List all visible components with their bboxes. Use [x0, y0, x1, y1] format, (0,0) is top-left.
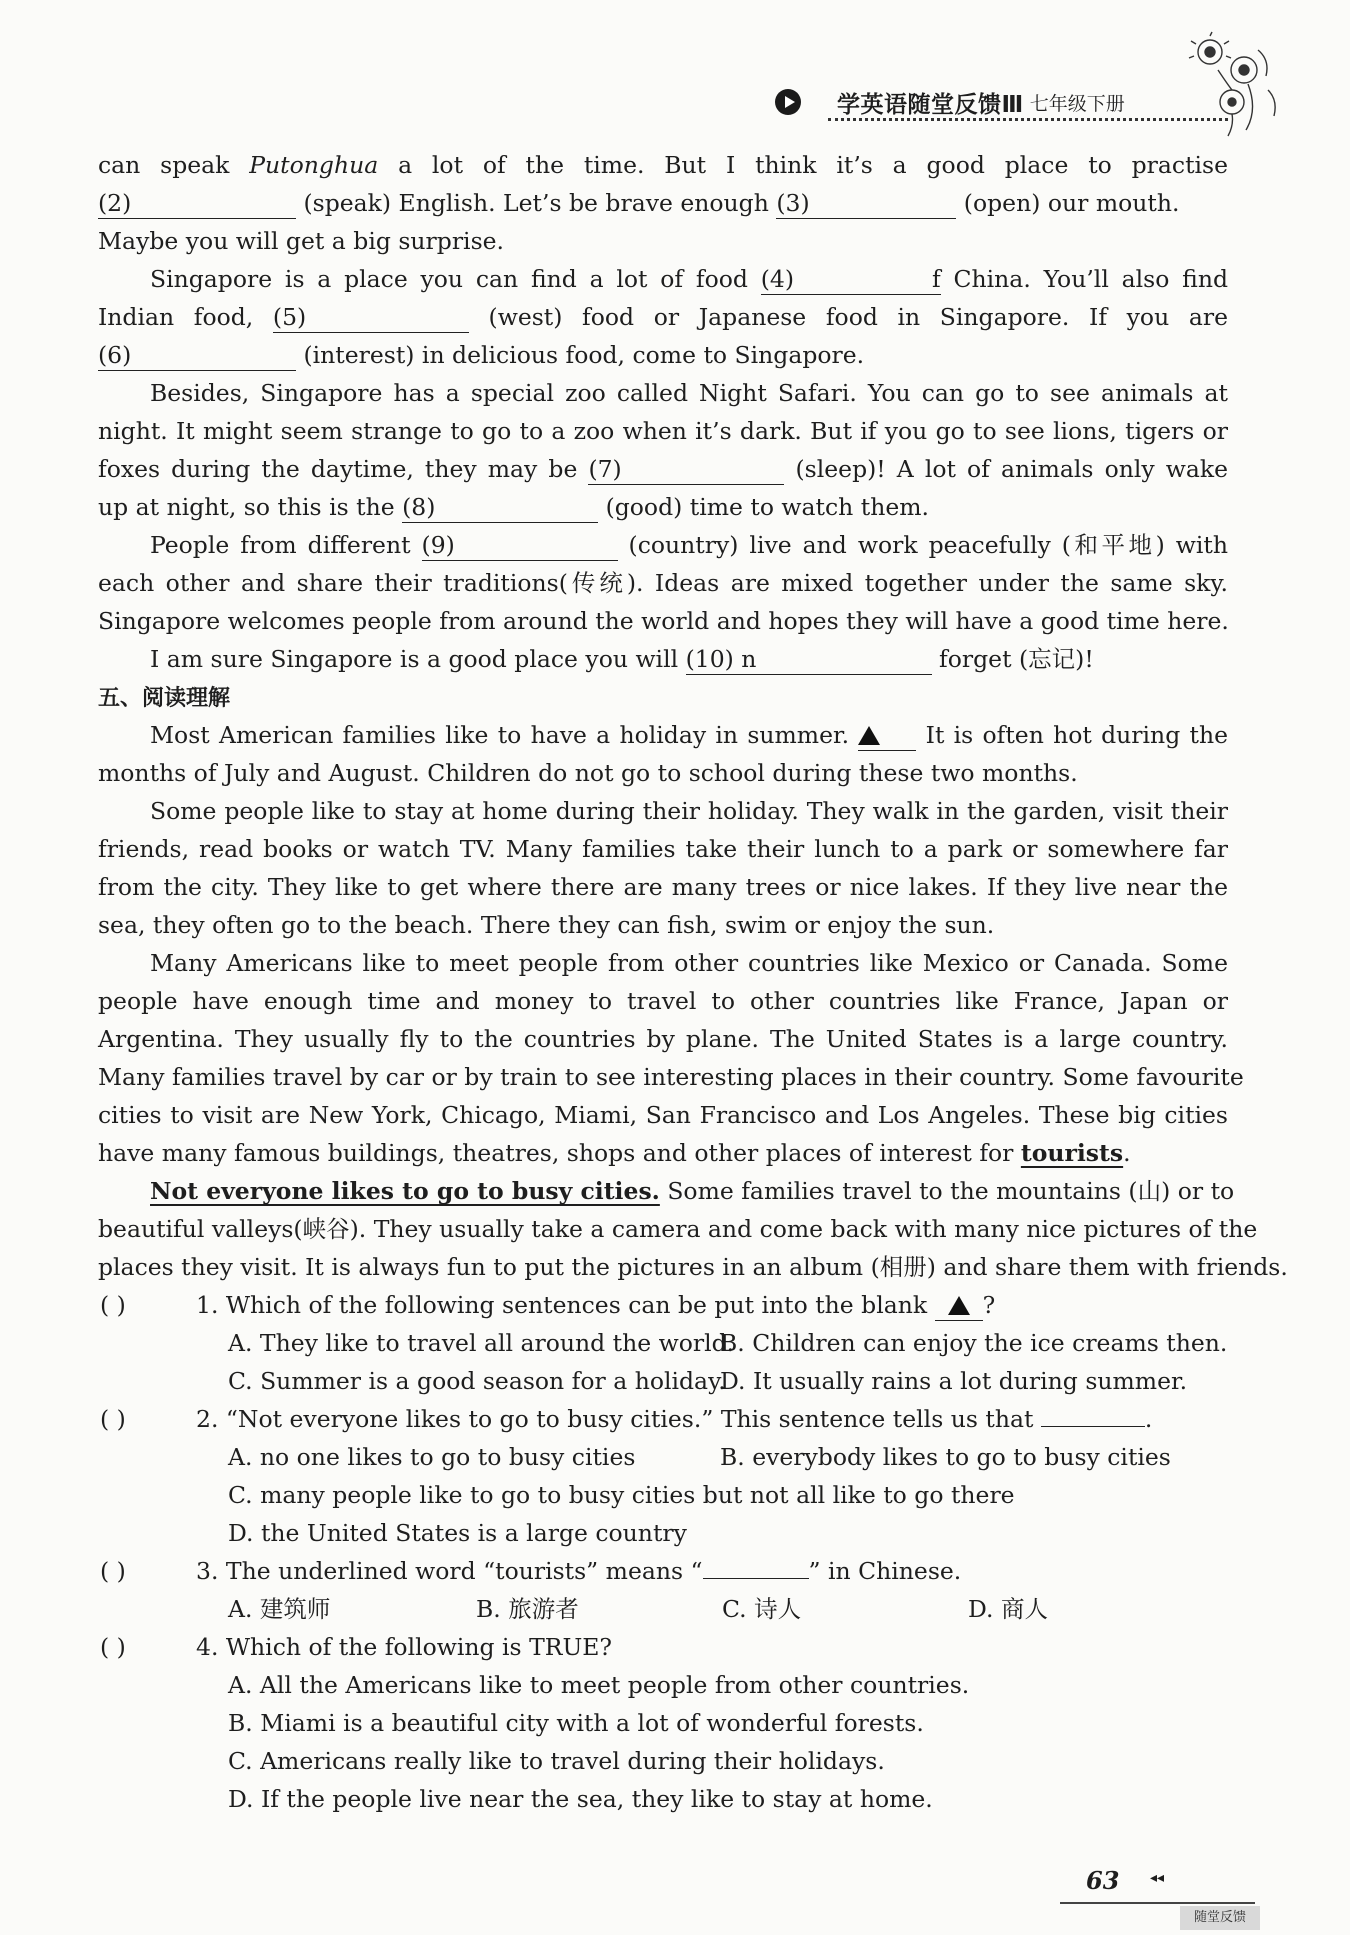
answer-bracket[interactable]: ( ): [100, 1633, 126, 1661]
passage-line: Singapore welcomes people from around the world and hopes they will have a good time here.: [98, 607, 1229, 635]
reading-line: Many Americans like to meet people from other countries like Mexico or Canada. Some: [150, 949, 1228, 977]
passage-line: Indian food, (5) (west) food or Japanese food in Singapore. If you are: [98, 303, 1228, 331]
underlined-sentence: Not everyone likes to go to busy cities.: [150, 1177, 660, 1205]
reading-line: from the city. They like to get where there are many trees or nice lakes. If they live near the: [98, 873, 1228, 901]
blank-10[interactable]: (10) n: [686, 644, 932, 675]
page-number: 63: [1086, 1866, 1120, 1895]
blank-3[interactable]: (3): [776, 188, 956, 219]
answer-bracket[interactable]: ( ): [100, 1557, 126, 1585]
double-arrow-icon: ◂◂: [1150, 1870, 1165, 1886]
question-stem: 4. Which of the following is TRUE?: [196, 1633, 613, 1661]
question-stem: 3. The underlined word “tourists” means “ ” in Chinese.: [196, 1557, 962, 1585]
passage-line: Singapore is a place you can find a lot of food (4) f China. You’ll also find: [150, 265, 1228, 293]
option-d[interactable]: D. If the people live near the sea, they like to stay at home.: [228, 1785, 933, 1813]
blank-4[interactable]: (4) f: [760, 265, 941, 293]
book-grade: 七年级下册: [1029, 92, 1125, 115]
passage-line: each other and share their traditions(传统). Ideas are mixed together under the same sky.: [98, 569, 1228, 597]
blank-7[interactable]: (7): [588, 454, 784, 485]
passage-line: I am sure Singapore is a good place you will (10) n forget (忘记)!: [150, 645, 1094, 673]
passage-line: People from different (9) (country) live and work peacefully (和平地) with: [150, 531, 1228, 559]
option-b[interactable]: B. Miami is a beautiful city with a lot of wonderful forests.: [228, 1709, 924, 1737]
passage-line: foxes during the daytime, they may be (7) (sleep)! A lot of animals only wake: [98, 455, 1228, 483]
option-c[interactable]: C. Summer is a good season for a holiday.: [228, 1367, 726, 1395]
option-a[interactable]: A. no one likes to go to busy cities: [228, 1443, 636, 1471]
blank-6[interactable]: (6): [98, 340, 296, 371]
blank-8[interactable]: (8): [402, 492, 598, 523]
reading-line: people have enough time and money to travel to other countries like France, Japan or: [98, 987, 1228, 1015]
passage-line: up at night, so this is the (8) (good) time to watch them.: [98, 493, 930, 521]
passage-line: (2) (speak) English. Let’s be brave enough (3) (open) our mouth.: [98, 189, 1180, 217]
passage-line: (6) (interest) in delicious food, come to Singapore.: [98, 341, 865, 369]
option-a[interactable]: A. All the Americans like to meet people from other countries.: [228, 1671, 970, 1699]
footer-divider: [1060, 1902, 1255, 1904]
option-a[interactable]: A. 建筑师: [228, 1595, 331, 1623]
passage-line: Maybe you will get a big surprise.: [98, 227, 505, 255]
book-title: 学英语随堂反馈Ⅲ: [837, 91, 1024, 118]
reading-line: friends, read books or watch TV. Many families take their lunch to a park or somewhere far: [98, 835, 1228, 863]
footer-tag: 随堂反馈: [1180, 1906, 1260, 1930]
option-c[interactable]: C. Americans really like to travel during their holidays.: [228, 1747, 885, 1775]
blank-2[interactable]: (2): [98, 188, 296, 219]
answer-bracket[interactable]: ( ): [100, 1405, 126, 1433]
answer-blank[interactable]: [1041, 1426, 1145, 1427]
blank-triangle: [935, 1290, 983, 1321]
answer-blank[interactable]: [703, 1578, 809, 1579]
reading-line: have many famous buildings, theatres, shops and other places of interest for tourists.: [98, 1139, 1131, 1167]
passage-line: can speak Putonghua a lot of the time. But I think it’s a good place to practise: [98, 151, 1228, 179]
reading-line: Most American families like to have a holiday in summer. It is often hot during the: [150, 721, 1228, 749]
triangle-marker-icon: [858, 726, 880, 745]
question-stem: 1. Which of the following sentences can be put into the blank ?: [196, 1291, 996, 1319]
underlined-word-tourists: tourists: [1020, 1139, 1124, 1167]
blank-9[interactable]: (9): [422, 530, 618, 561]
option-a[interactable]: A. They like to travel all around the world.: [228, 1329, 735, 1357]
reading-line: Not everyone likes to go to busy cities. Some families travel to the mountains (山) or to: [150, 1177, 1235, 1205]
option-b[interactable]: B. 旅游者: [476, 1595, 579, 1623]
play-icon: [775, 89, 801, 115]
passage-line: Besides, Singapore has a special zoo called Night Safari. You can go to see animals at: [150, 379, 1228, 407]
triangle-marker-icon: [948, 1296, 970, 1315]
reading-line: Many families travel by car or by train to see interesting places in their country. Some favourite: [98, 1063, 1244, 1091]
option-c[interactable]: C. many people like to go to busy cities but not all like to go there: [228, 1481, 1015, 1509]
blank-triangle[interactable]: [858, 720, 916, 751]
option-d[interactable]: D. 商人: [968, 1595, 1048, 1623]
reading-line: beautiful valleys(峡谷). They usually take a camera and come back with many nice pictures of the: [98, 1215, 1258, 1243]
blank-5[interactable]: (5): [273, 302, 469, 333]
option-d[interactable]: D. It usually rains a lot during summer.: [720, 1367, 1188, 1395]
reading-line: sea, they often go to the beach. There they can fish, swim or enjoy the sun.: [98, 911, 995, 939]
reading-line: Argentina. They usually fly to the countries by plane. The United States is a large country.: [98, 1025, 1228, 1053]
option-b[interactable]: B. everybody likes to go to busy cities: [720, 1443, 1171, 1471]
header-dotted-divider: [828, 118, 1228, 121]
section-heading: 五、阅读理解: [98, 686, 231, 711]
option-d[interactable]: D. the United States is a large country: [228, 1519, 687, 1547]
flower-decoration-icon: [1188, 30, 1284, 140]
reading-line: places they visit. It is always fun to put the pictures in an album (相册) and share them with friends.: [98, 1253, 1288, 1281]
option-c[interactable]: C. 诗人: [722, 1595, 802, 1623]
answer-bracket[interactable]: ( ): [100, 1291, 126, 1319]
option-b[interactable]: B. Children can enjoy the ice creams then.: [720, 1329, 1228, 1357]
question-stem: 2. “Not everyone likes to go to busy cities.” This sentence tells us that .: [196, 1405, 1153, 1433]
reading-line: months of July and August. Children do not go to school during these two months.: [98, 759, 1078, 787]
reading-line: Some people like to stay at home during their holiday. They walk in the garden, visit their: [150, 797, 1228, 825]
passage-line: night. It might seem strange to go to a zoo when it’s dark. But if you go to see lions, tigers or: [98, 417, 1228, 445]
reading-line: cities to visit are New York, Chicago, Miami, San Francisco and Los Angeles. These big cities: [98, 1101, 1228, 1129]
